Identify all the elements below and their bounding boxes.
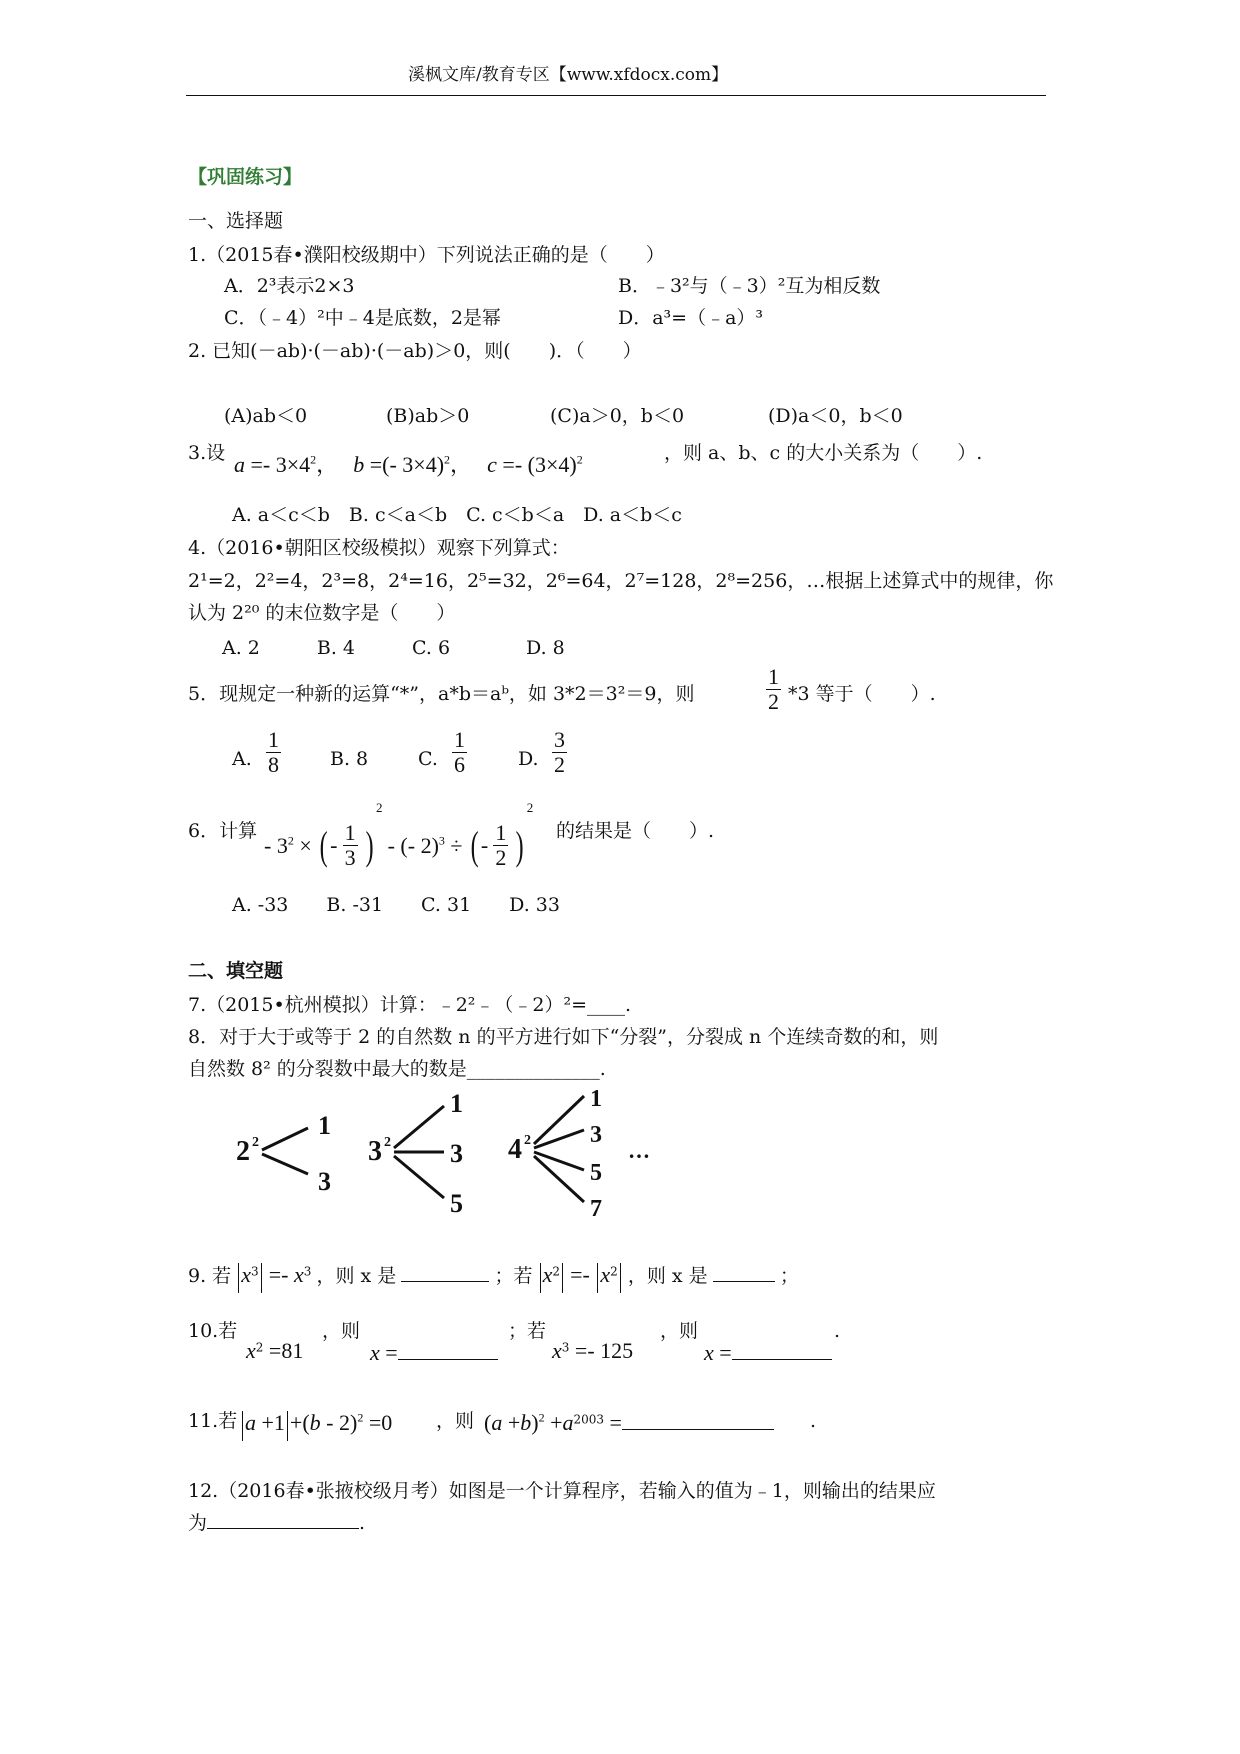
svg-text:4: 4 — [508, 1134, 522, 1165]
question-3-formula: $a =- 3\times 4^2$， b =(- 3×4)$^2$， $c =- (3\times 4)^2$ — [234, 452, 583, 477]
header-rule — [186, 95, 1046, 96]
question-2-option-b: (B)ab＞0 — [386, 405, 470, 427]
question-7-stem: 7.（2015•杭州模拟）计算：﹣2²﹣（﹣2）²=____. — [188, 994, 632, 1016]
svg-text:1: 1 — [450, 1090, 463, 1118]
question-10-answer-blank-1[interactable] — [398, 1343, 498, 1360]
question-12-line-1: 12.（2016春•张掖校级月考）如图是一个计算程序，若输入的值为﹣1，则输出的结果应 — [188, 1480, 936, 1502]
question-11-end: . — [810, 1410, 817, 1432]
question-5-option-d-fraction: $\frac{3}{2}$ — [554, 727, 565, 777]
question-10-end: . — [834, 1320, 841, 1342]
question-4-ask: 认为 2²⁰ 的末位数字是（ ） — [188, 602, 456, 624]
question-10-formula-1: $x^2 =81$ — [246, 1338, 304, 1363]
question-10-lhs-1: x = — [370, 1340, 498, 1366]
question-3-suffix: ，则 a、b、c 的大小关系为（ ）. — [664, 442, 983, 464]
question-11-formula-target: $(a +b)^2 +a^{2003}$ = — [484, 1410, 774, 1436]
svg-text:1: 1 — [318, 1111, 331, 1140]
svg-text:5: 5 — [450, 1189, 463, 1218]
svg-text:5: 5 — [590, 1160, 602, 1186]
question-6-prefix: 6．计算 — [188, 820, 258, 842]
question-5-option-d: D. — [518, 748, 539, 770]
svg-text:3: 3 — [368, 1136, 382, 1167]
svg-text:7: 7 — [590, 1196, 602, 1220]
question-2-option-d: (D)a＜0，b＜0 — [768, 405, 903, 427]
svg-text:3: 3 — [450, 1139, 463, 1168]
question-3-options: A. a＜c＜b B. c＜a＜b C. c＜b＜a D. a＜b＜c — [232, 504, 682, 526]
question-5-option-c: C. — [418, 748, 438, 770]
question-8-line-2: 自然数 8² 的分裂数中最大的数是______________. — [188, 1058, 606, 1080]
svg-text:3: 3 — [590, 1122, 602, 1148]
question-9-mid-2: ；若 — [494, 1265, 533, 1287]
question-11-answer-blank[interactable] — [622, 1413, 774, 1430]
question-1-option-a: A．2³表示2×3 — [224, 275, 355, 297]
question-3-prefix: 3.设 — [188, 442, 226, 464]
section-title-fill-in: 二、填空题 — [188, 960, 284, 982]
question-12-prefix: 为 — [188, 1512, 208, 1534]
question-2-stem: 2. 已知(－ab)·(－ab)·(－ab)＞0，则( )．（ ） — [188, 340, 642, 362]
question-5-fraction-half: $\frac{1}{2}$ — [768, 664, 779, 714]
question-11-formula-condition: a +1 +(b - 2)$^2$ =0 — [240, 1410, 392, 1441]
question-10-lhs-2: x = — [704, 1340, 832, 1366]
question-6-formula: - $3^2$ × ( - $\frac{1}{3}$ )$^2$ - (- 2)$^3$ ÷ ( - $\frac{1}{2}$ )$^2$ — [264, 800, 534, 870]
question-10-then-1: ，则 — [322, 1320, 361, 1342]
svg-text:1: 1 — [590, 1090, 602, 1112]
question-8-line-1: 8．对于大于或等于 2 的自然数 n 的平方进行如下“分裂”，分裂成 n 个连续奇数的和，则 — [188, 1026, 939, 1048]
question-2-option-c: (C)a＞0，b＜0 — [550, 405, 685, 427]
question-6-options: A. -33 B. -31 C. 31 D. 33 — [232, 894, 560, 916]
question-10-then-2: ，则 — [660, 1320, 699, 1342]
question-9: 9. 若 $x^3 =- x^3$ ，则 x 是 ；若 $x^2 =- x^2$ ，则 x 是 ； — [188, 1262, 799, 1293]
svg-text:2: 2 — [252, 1135, 259, 1150]
question-5-tail: *3 等于（ ）. — [788, 683, 936, 705]
section-subtitle-choice: 一、选择题 — [188, 210, 284, 232]
question-9-answer-blank-2[interactable] — [713, 1265, 775, 1282]
question-4-sequence: 2¹=2，2²=4，2³=8，2⁴=16，2⁵=32，2⁶=64，2⁷=128，2⁸=256，…根据上述算式中的规律，你 — [188, 570, 1054, 592]
question-9-answer-blank-1[interactable] — [401, 1265, 489, 1282]
question-2-option-a: (A)ab＜0 — [224, 405, 308, 427]
question-4-options: A. 2 B. 4 C. 6 D. 8 — [222, 637, 565, 659]
section-title-consolidation: 【巩固练习】 — [188, 166, 303, 188]
question-1-option-b: B．﹣3²与（﹣3）²互为相反数 — [618, 275, 881, 297]
svg-text:…: … — [628, 1138, 650, 1163]
question-10-semicolon: ；若 — [508, 1320, 547, 1342]
question-4-stem: 4.（2016•朝阳区校级模拟）观察下列算式： — [188, 537, 570, 559]
question-9-mid-1: ，则 x 是 — [316, 1265, 397, 1287]
question-5-option-a: A. — [232, 748, 252, 770]
question-5-option-b: B. 8 — [330, 748, 369, 770]
question-5-option-a-fraction: $\frac{1}{8}$ — [268, 727, 279, 777]
svg-text:2: 2 — [384, 1135, 391, 1150]
svg-text:2: 2 — [524, 1133, 531, 1148]
question-1-option-d: D．a³=（﹣a）³ — [618, 307, 764, 329]
question-10-formula-2: $x^3 =- 125$ — [552, 1338, 634, 1363]
question-1-option-c: C．（﹣4）²中﹣4是底数，2是幂 — [224, 307, 501, 329]
question-9-mid-3: ，则 x 是 — [627, 1265, 708, 1287]
question-6-suffix: 的结果是（ ）. — [556, 820, 715, 842]
question-11-prefix: 11.若 — [188, 1410, 238, 1432]
question-1-stem: 1.（2015春•濮阳校级期中）下列说法正确的是（ ） — [188, 244, 665, 266]
question-5-stem: 5．现规定一种新的运算“*”，a*b＝aᵇ，如 3*2＝3²＝9，则 — [188, 683, 695, 705]
question-12-line-2: 为 . — [188, 1512, 366, 1534]
question-10-prefix: 10.若 — [188, 1320, 238, 1342]
odd-number-split-diagram — [230, 1090, 670, 1220]
page-header: 溪枫文库/教育专区【www.xfdocx.com】 — [408, 65, 729, 85]
svg-text:2: 2 — [236, 1136, 250, 1167]
question-11-then: ，则 — [436, 1410, 475, 1432]
svg-text:3: 3 — [318, 1167, 331, 1196]
question-9-prefix: 9. 若 — [188, 1265, 232, 1287]
question-10-answer-blank-2[interactable] — [732, 1343, 832, 1360]
question-12-answer-blank[interactable] — [207, 1512, 359, 1529]
question-5-option-c-fraction: $\frac{1}{6}$ — [454, 727, 465, 777]
question-9-end: ； — [779, 1265, 799, 1287]
